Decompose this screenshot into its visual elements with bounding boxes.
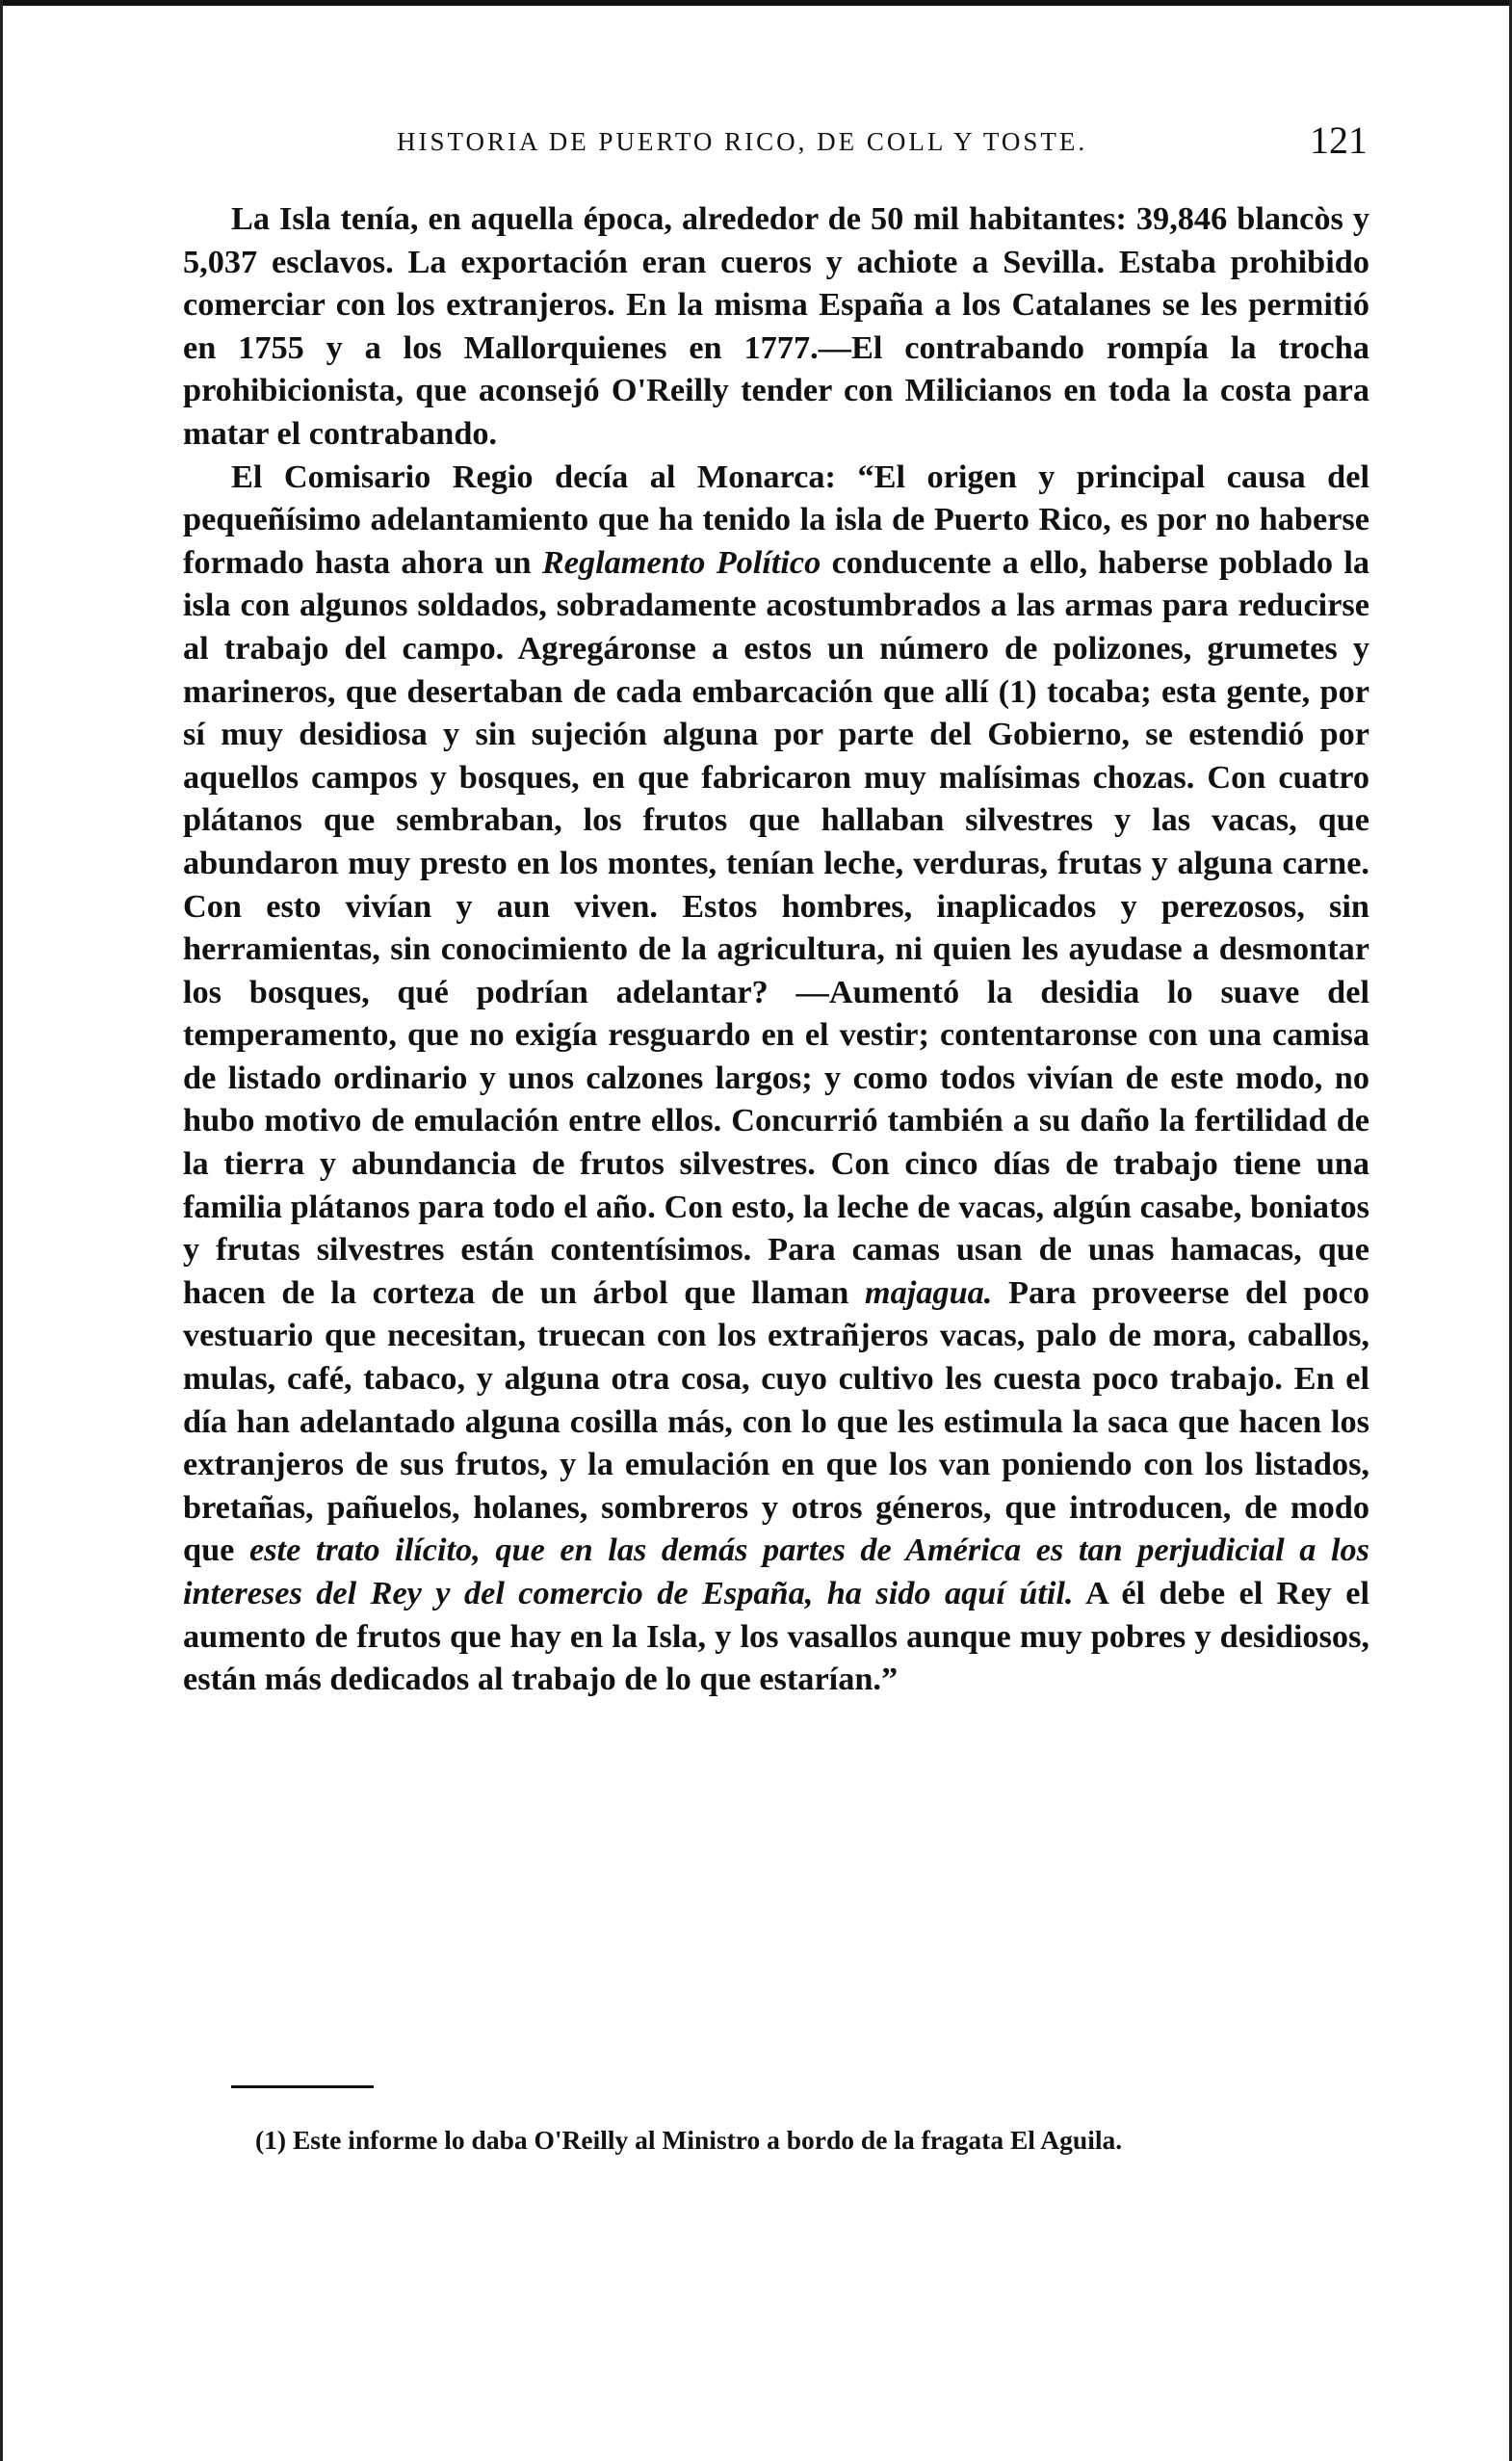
paragraph-2-part-c: Para proveerse del poco vestuario que necesitan, truecan con los extrañjeros vacas, palo de mora, caballos, mulas, café, tabaco, y alguna otra cosa, cuyo cultivo les cuesta poco trabajo. En el día han adelantado alguna cosilla más, con lo que les estimula la saca que hacen los extranjeros de sus frutos, y la emulación en que los van poniendo con los listados, bretañas, pañuelos, holanes, sombreros y otros géneros, que introducen, de modo que: [183, 1273, 1369, 1569]
page-header: [183, 118, 1368, 175]
paragraph-2-part-b: conducente a ello, haberse poblado la isla con algunos soldados, sobradamente acostumbrados a las armas para reducirse al trabajo del campo. Agregáronse a estos un número de polizones, grumetes y marineros, que desertaban de cada embarcación que allí (1) tocaba; esta gente, por sí muy desidiosa y sin sujeción alguna por parte del Gobierno, se estendió por aquellos campos y bosques, en que fabricaron muy malísimas chozas. Con cuatro plátanos que sembraban, los frutos que hallaban silvestres y las vacas, que abundaron muy presto en los montes, tenían leche, verduras, frutas y alguna carne. Con esto vivían y aun viven. Estos hombres, inaplicados y perezosos, sin herramientas, sin conocimiento de la agricultura, ni quien les ayudase a desmontar los bosques, qué podrían adelantar? —Aumentó la desidia lo suave del temperamento, que no exigía resguardo en el vestir; contentaronse con una camisa de listado ordinario y unos calzones largos; y como todos vivían de este modo, no hubo motivo de emulación entre ellos. Concurrió también a su daño la fertilidad de la tierra y abundancia de frutos silvestres. Con cinco días de trabajo tiene una familia plátanos para todo el año. Con esto, la leche de vacas, algún casabe, boniatos y frutas silvestres están contentísimos. Para camas usan de unas hamacas, que hacen de la corteza de un árbol que llaman: [183, 543, 1370, 1311]
body-text: [183, 197, 1369, 1701]
italic-majagua: majagua.: [864, 1273, 993, 1311]
italic-reglamento-politico: Reglamento Político: [541, 543, 821, 581]
left-border: [0, 0, 3, 2461]
footnote-text: Este informe lo daba O'Reilly al Ministro a bordo de la fragata El Aguila.: [292, 2125, 1123, 2155]
footnote-marker: (1): [255, 2125, 287, 2155]
running-title: HISTORIA DE PUERTO RICO, DE COLL Y TOSTE.: [397, 127, 1088, 156]
paragraph-1: La Isla tenía, en aquella época, alrededor de 50 mil habitantes: 39,846 blancòs y 5,037 esclavos. La exportación eran cueros y achiote a Sevilla. Estaba prohibido comerciar con los extranjeros. En la misma España a los Catalanes se les permitió en 1755 y a los Mallorquienes en 1777.—El contrabando rompía la trocha prohibicionista, que aconsejó O'Reilly tender con Milicianos en toda la costa para matar el contrabando.: [183, 200, 1369, 452]
footnote: [183, 2121, 1369, 2160]
top-border: [0, 0, 1512, 6]
footnote-divider: [231, 2085, 374, 2088]
paragraph-2-part-a: El Comisario Regio decía al Monarca: “El origen y principal causa del pequeñísimo adelantamiento que ha tenido la isla de Puerto Rico, es por no haberse formado hasta ahora un: [183, 458, 1369, 581]
page-number: 121: [1310, 118, 1368, 162]
paragraph-2: [183, 456, 1369, 1701]
italic-trato-ilicito: este trato ilícito, que en las demás partes de América es tan perjudicial a los intereses del Rey y del comercio de España, ha sido aquí útil.: [183, 1532, 1369, 1611]
paragraph-2-part-d: A él debe el Rey el aumento de frutos que hay en la Isla, y los vasallos aunque muy pobres y desidiosos, están más dedicados al trabajo de lo que estarían.”: [183, 1575, 1369, 1698]
